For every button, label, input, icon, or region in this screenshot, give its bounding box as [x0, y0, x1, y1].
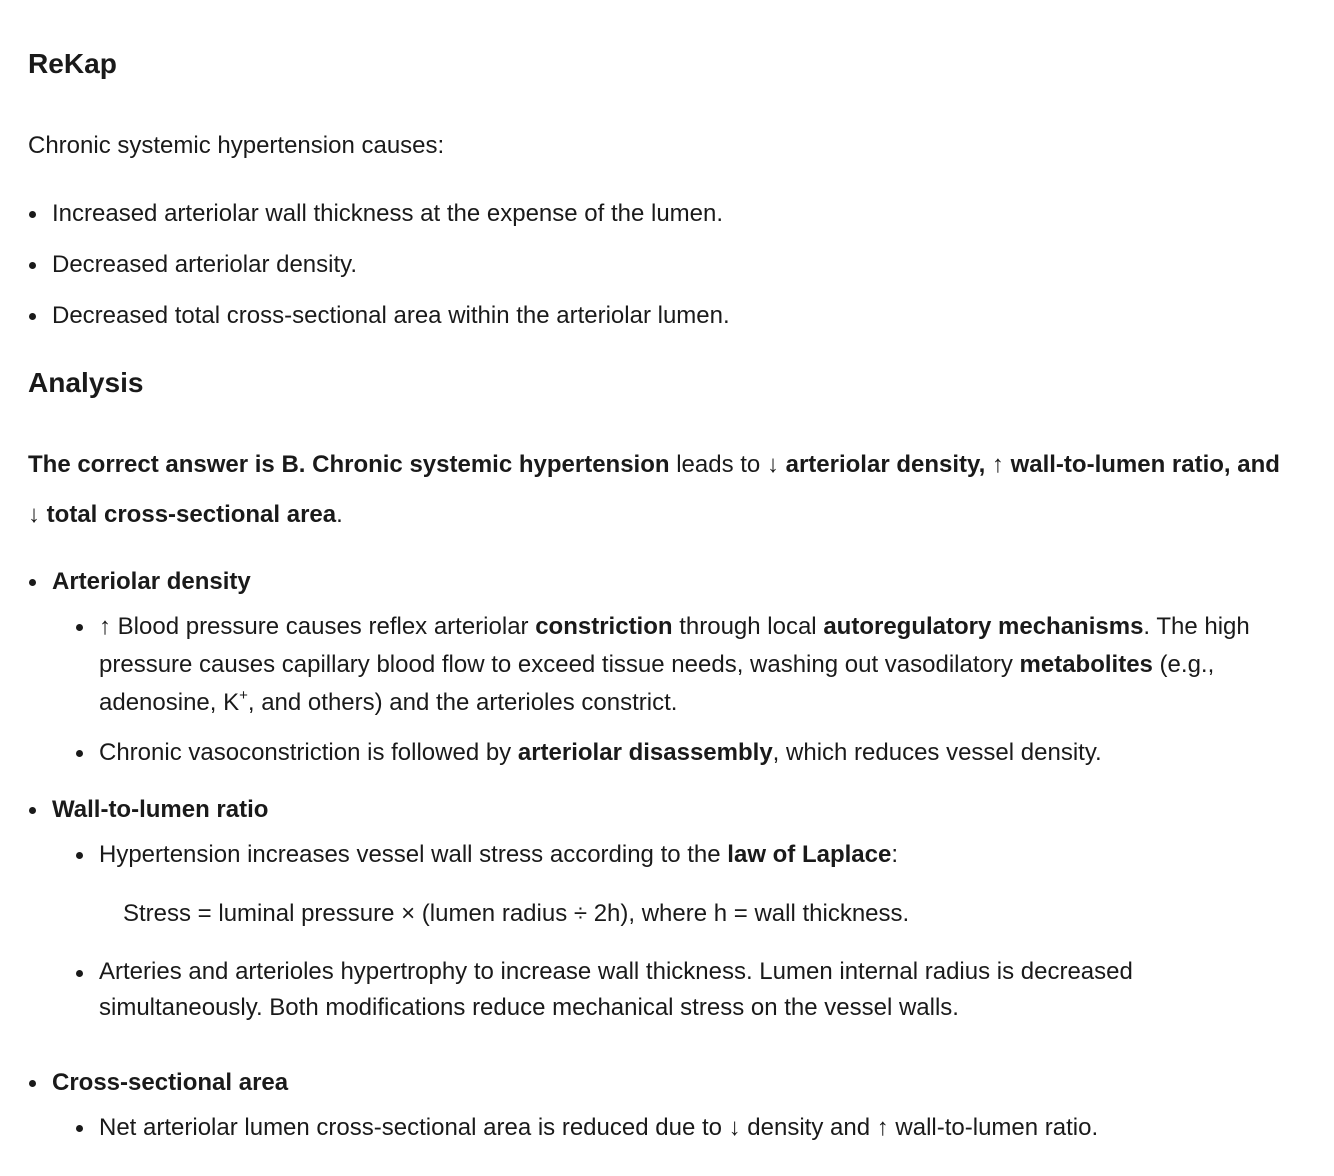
text-run: Chronic vasoconstriction is followed by [99, 739, 518, 766]
text-run: , which reduces vessel density. [772, 739, 1102, 766]
text-run: (e.g., adenosine, K [99, 651, 1215, 716]
list-item: Net arteriolar lumen cross-sectional area is reduced due to ↓ density and ↑ wall-to-lumen ratio. [75, 1109, 1300, 1147]
list-item: Decreased arteriolar density. [28, 247, 1318, 283]
text-run: ↑ Blood pressure causes reflex arteriolar [99, 613, 536, 640]
list-item [75, 608, 1300, 722]
text-run: : [891, 841, 899, 868]
text-run: , and others) and the arterioles constrict. [247, 689, 678, 716]
section-cross-sectional-area [28, 1065, 1328, 1147]
analysis-heading: Analysis [28, 367, 144, 398]
laplace-formula: Stress = luminal pressure × (lumen radius ÷ 2h), where h = wall thickness. [123, 900, 910, 927]
sub-list [75, 836, 1300, 1026]
bold-term: law of Laplace [727, 841, 892, 868]
rekap-list [28, 196, 1318, 349]
text-run: through local [672, 613, 824, 640]
correct-answer-statement [28, 440, 1298, 540]
rekap-heading: ReKap [28, 48, 117, 79]
list-item: Decreased total cross-sectional area within the arteriolar lumen. [28, 298, 1318, 334]
text-run: . The high pressure causes capillary blood flow to exceed tissue needs, washing out vasodilatory [99, 613, 1250, 678]
text-run: Hypertension increases vessel wall stress according to the [99, 841, 728, 868]
answer-bold-findings: arteriolar density, ↑ wall-to-lumen ratio, and ↓ total cross-sectional area [28, 451, 1280, 528]
section-title: Arteriolar density [28, 564, 1328, 600]
superscript: + [239, 687, 248, 704]
bold-term: constriction [535, 613, 673, 640]
answer-period: . [336, 501, 343, 528]
answer-text: leads to ↓ [669, 451, 786, 478]
bold-term: arteriolar disassembly [517, 739, 773, 766]
list-item [75, 836, 1300, 932]
section-arteriolar-density [28, 564, 1328, 772]
sub-list [75, 1109, 1300, 1147]
sub-list [75, 608, 1300, 772]
section-wall-to-lumen-ratio [28, 792, 1328, 1026]
section-title: Cross-sectional area [28, 1065, 1328, 1101]
bold-term: metabolites [1019, 651, 1153, 678]
section-title: Wall-to-lumen ratio [28, 792, 1328, 828]
list-item: Arteries and arterioles hypertrophy to increase wall thickness. Lumen internal radius is decreased simultaneously. Both modifications reduce mechanical stress on the vessel walls. [75, 954, 1300, 1026]
answer-bold-lead: The correct answer is B. Chronic systemic hypertension [28, 451, 670, 478]
bold-term: autoregulatory mechanisms [823, 613, 1144, 640]
rekap-intro: Chronic systemic hypertension causes: [28, 132, 445, 159]
list-item: Increased arteriolar wall thickness at the expense of the lumen. [28, 196, 1318, 232]
list-item [75, 734, 1300, 772]
